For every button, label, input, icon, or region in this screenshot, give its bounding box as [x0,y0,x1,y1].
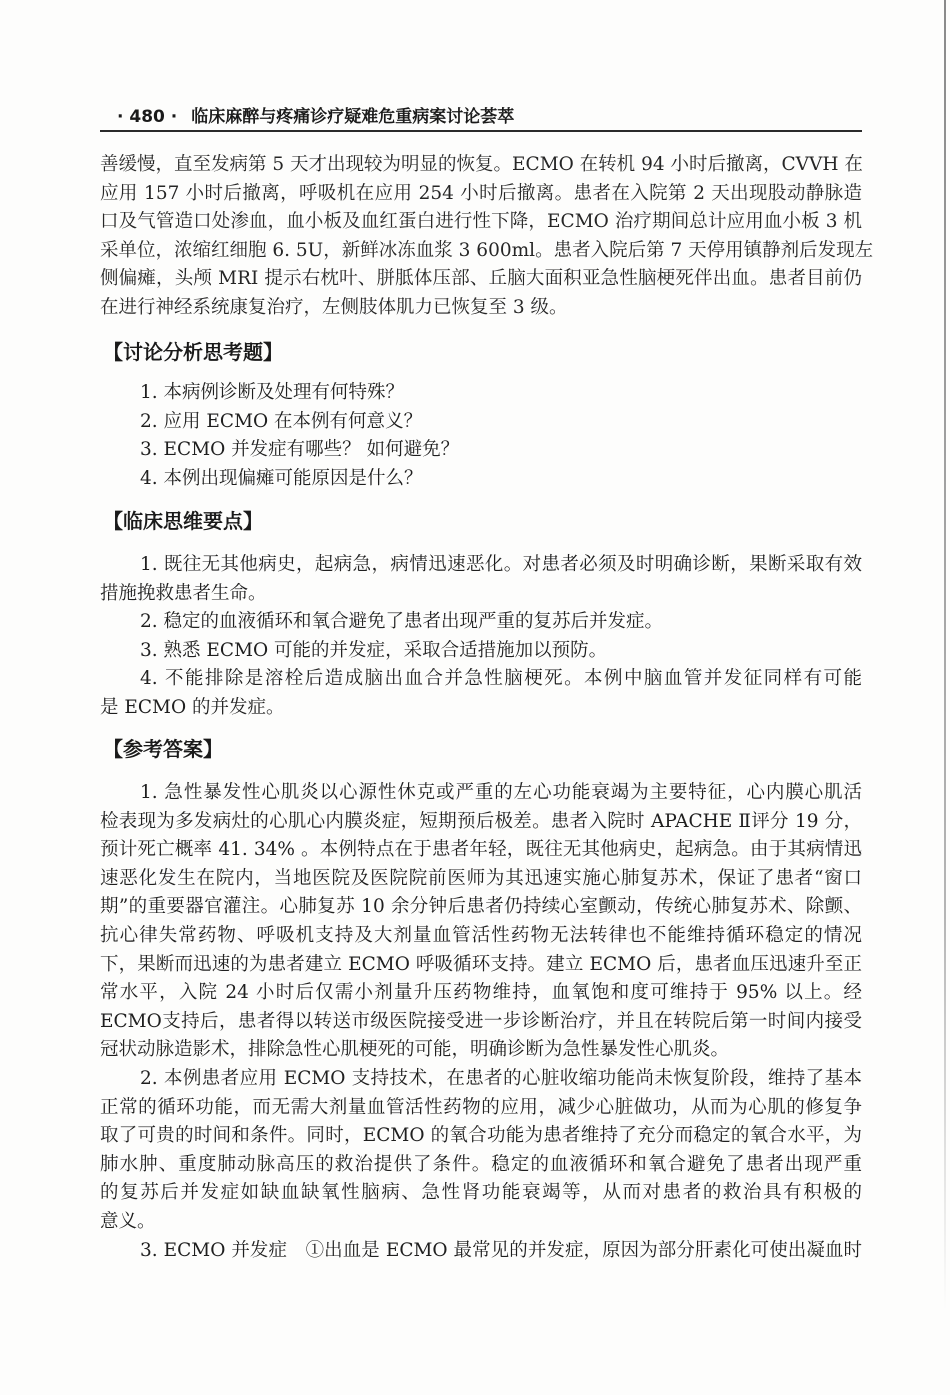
text-line: 口及气管造口处渗血，血小板及血红蛋白进行性下降，ECMO 治疗期间总计应用血小板 3 机 [100,211,862,233]
text-line: 是 ECMO 的并发症。 [100,696,285,718]
text-line: 1. 急性暴发性心肌炎以心源性休克或严重的左心功能衰竭为主要特征，心内膜心肌活 [140,782,862,803]
text-line: 肺水肿、重度肺动脉高压的救治提供了条件。稳定的血液循环和氧合避免了患者出现严重 [100,1153,862,1175]
text-line: 3. 熟悉 ECMO 可能的并发症，采取合适措施加以预防。 [140,639,608,661]
text-line: 2. 本例患者应用 ECMO 支持技术，在患者的心脏收缩功能尚未恢复阶段，维持了基本 [140,1067,862,1089]
clinical-point [100,608,862,637]
text-line: 预计死亡概率 41. 34% 。本例特点在于患者年轻，既往无其他病史，起病急。由于其病情迅 [100,839,862,861]
question-list [100,379,862,493]
book-title: 临床麻醉与疼痛诊疗疑难危重病案讨论荟萃 [191,107,515,127]
section-heading-discussion: 【讨论分析思考题】 [103,340,283,364]
running-header [117,104,514,130]
text-line: 检表现为多发病灶的心肌心内膜炎症，短期预后极差。患者入院时 APACHE Ⅱ评分 19 分， [100,810,862,832]
clinical-point [100,637,862,666]
text-line: 2. 稳定的血液循环和氧合避免了患者出现严重的复苏后并发症。 [140,611,664,633]
question-item: 2. 应用 ECMO 在本例有何意义？ [140,410,423,432]
text-line: 下，果断而迅速的为患者建立 ECMO 呼吸循环支持。建立 ECMO 后，患者血压迅速升至正 [100,953,862,975]
text-line: 速恶化发生在院内，当地医院及医院院前医师为其迅速实施心肺复苏术，保证了患者“窗口 [100,867,862,889]
reference-answers [100,779,862,1265]
case-paragraph [100,151,874,323]
text-line: 侧偏瘫，头颅 MRI 提示右枕叶、胼胝体压部、丘脑大面积亚急性脑梗死伴出血。患者目前仍 [100,268,862,290]
answer-paragraph [100,779,862,1065]
text-line: 抗心律失常药物、呼吸机支持及大剂量血管活性药物无法转律也不能维持循环稳定的情况 [100,924,862,946]
clinical-point [100,665,862,722]
clinical-point [100,551,862,608]
text-line: 取了可贵的时间和条件。同时，ECMO 的氧合功能为患者维持了充分而稳定的氧合水平，为 [100,1125,862,1147]
text-line: 采单位，浓缩红细胞 6. 5U，新鲜冰冻血浆 3 600ml。患者入院后第 7 天停用镇静剂后发现左 [100,239,874,261]
text-line: 冠状动脉造影术，排除急性心肌梗死的可能，明确诊断为急性暴发性心肌炎。 [100,1039,730,1061]
section-heading-clinical-points: 【临床思维要点】 [103,509,263,533]
text-line: ECMO支持后，患者得以转送市级医院接受进一步诊断治疗，并且在转院后第一时间内接受 [100,1010,862,1032]
text-line: 3. ECMO 并发症 ①出血是 ECMO 最常见的并发症，原因为部分肝素化可使出凝血时 [140,1239,862,1261]
text-line: 意义。 [100,1210,156,1232]
question-item: 4. 本例出现偏瘫可能原因是什么？ [140,467,423,489]
page-number: · 480 · [117,107,178,127]
text-line: 4. 不能排除是溶栓后造成脑出血合并急性脑梗死。本例中脑血管并发征同样有可能 [140,668,862,690]
answer-paragraph [100,1237,862,1266]
text-line: 常水平，入院 24 小时后仅需小剂量升压药物维持，血氧饱和度可维持于 95% 以上。经 [100,982,862,1004]
section-heading-reference-answers: 【参考答案】 [103,737,223,761]
text-line: 的复苏后并发症如缺血缺氧性脑病、急性肾功能衰竭等，从而对患者的救治具有积极的 [100,1182,862,1204]
text-line: 在进行神经系统康复治疗，左侧肢体肌力已恢复至 3 级。 [100,296,568,318]
text-line: 1. 既往无其他病史，起病急，病情迅速恶化。对患者必须及时明确诊断，果断采取有效 [140,554,862,575]
answer-paragraph [100,1065,862,1237]
page-edge-shadow [944,0,946,1310]
clinical-points-list [100,551,862,723]
question-item: 3. ECMO 并发症有哪些？ 如何避免？ [140,439,460,461]
text-line: 正常的循环功能，而无需大剂量血管活性药物的应用，减少心脏做功，从而为心肌的修复争 [100,1096,862,1118]
text-line: 善缓慢，直至发病第 5 天才出现较为明显的恢复。ECMO 在转机 94 小时后撤离，CVVH 在 [100,154,863,175]
question-item: 1. 本病例诊断及处理有何特殊？ [140,382,405,403]
text-line: 期”的重要器官灌注。心肺复苏 10 余分钟后患者仍持续心室颤动，传统心肺复苏术、除颤、 [100,896,862,918]
header-rule [100,130,862,132]
text-line: 应用 157 小时后撤离，呼吸机在应用 254 小时后撤离。患者在入院第 2 天出现股动静脉造 [100,182,862,204]
text-line: 措施挽救患者生命。 [100,582,267,604]
